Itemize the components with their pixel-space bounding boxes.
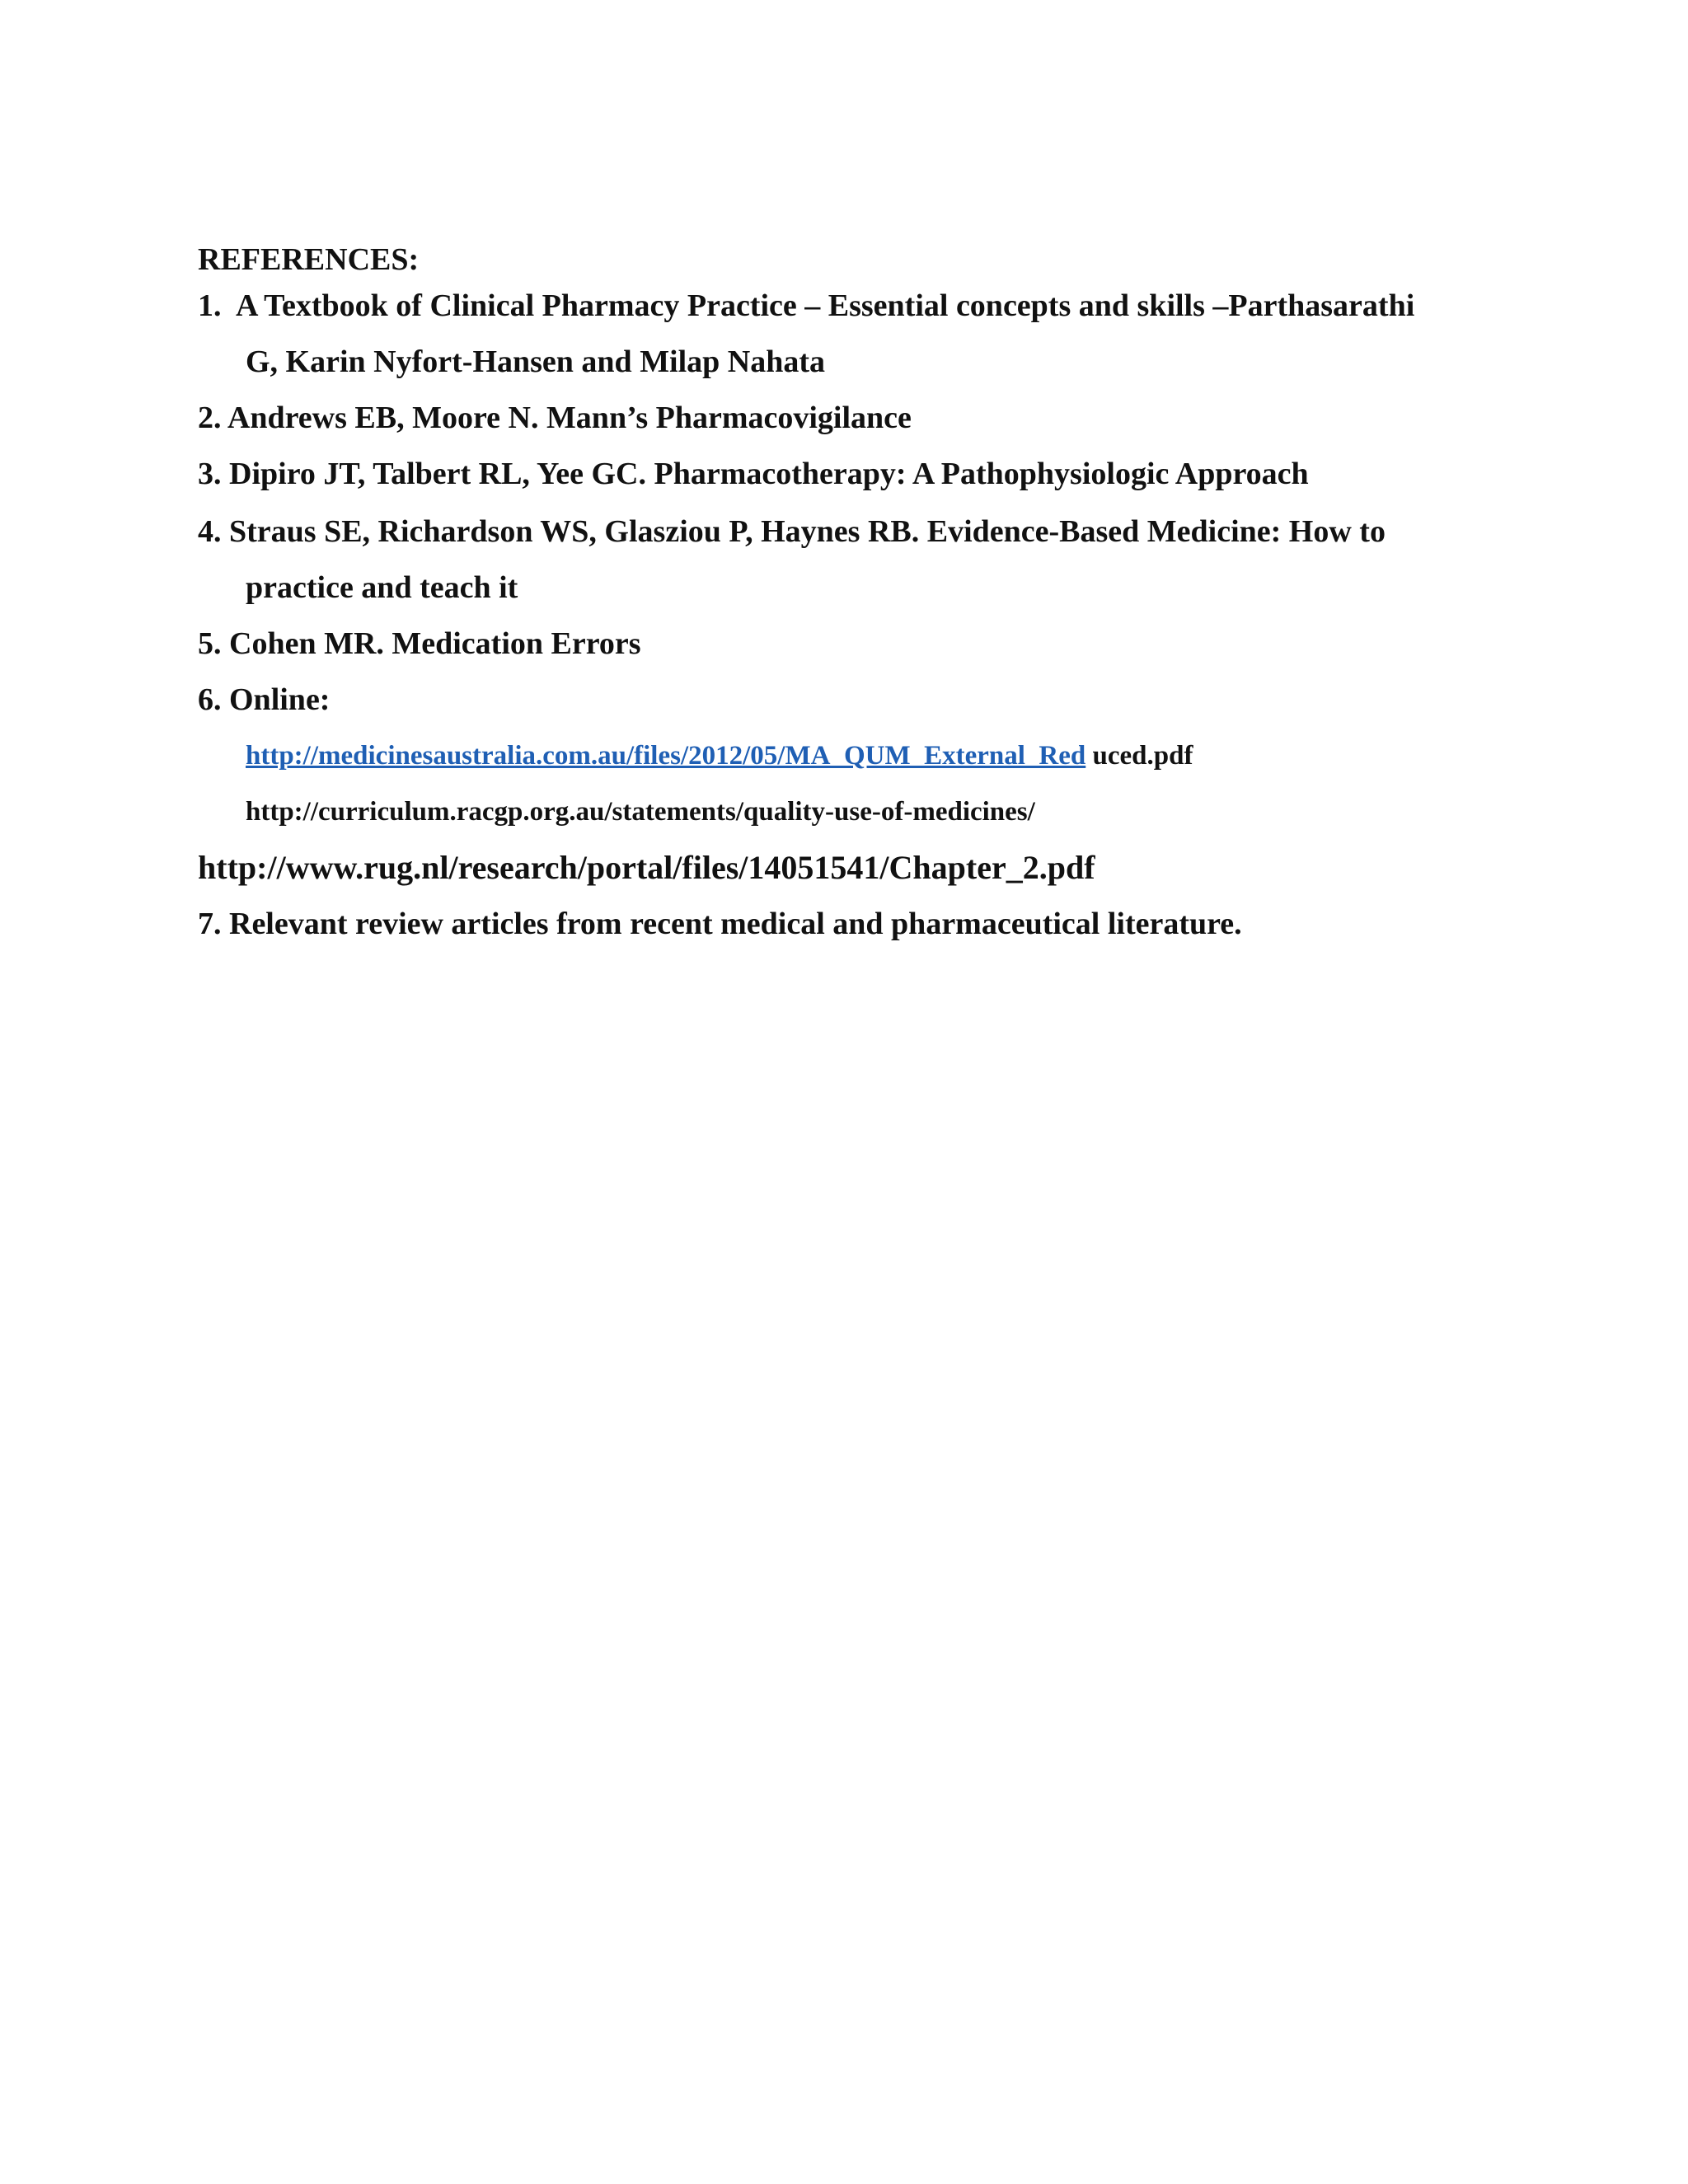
reference-6-number: 6. xyxy=(198,682,222,717)
online-link-1-row xyxy=(246,737,1193,775)
reference-5-number: 5. xyxy=(198,626,222,661)
reference-4-line-1 xyxy=(198,513,1386,551)
reference-4-line-2: practice and teach it xyxy=(246,570,518,605)
online-link-1-rest: uced.pdf xyxy=(1092,741,1193,771)
reference-1-number: 1. xyxy=(198,288,222,323)
reference-5-text: Cohen MR. Medication Errors xyxy=(229,626,641,661)
references-heading: REFERENCES: xyxy=(198,242,420,277)
reference-3-number: 3. xyxy=(198,457,222,491)
reference-5 xyxy=(198,625,641,663)
reference-7-text: Relevant review articles from recent medical and pharmaceutical literature. xyxy=(229,907,1242,941)
reference-3-text: Dipiro JT, Talbert RL, Yee GC. Pharmacotherapy: A Pathophysiologic Approach xyxy=(229,457,1309,491)
reference-6-text: Online: xyxy=(229,682,331,717)
reference-1-text: A Textbook of Clinical Pharmacy Practice – Essential concepts and skills –Parthasarathi xyxy=(236,288,1415,323)
reference-6 xyxy=(198,681,330,719)
reference-1-line-1 xyxy=(198,287,1414,325)
online-link-2: http://curriculum.racgp.org.au/statements/quality-use-of-medicines/ xyxy=(246,797,1035,827)
online-link-3: http://www.rug.nl/research/portal/files/14051541/Chapter_2.pdf xyxy=(198,849,1095,886)
reference-2-text: Andrews EB, Moore N. Mann’s Pharmacovigilance xyxy=(227,401,912,435)
reference-2-number: 2. xyxy=(198,401,222,435)
online-link-1[interactable]: http://medicinesaustralia.com.au/files/2012/05/MA_QUM_External_Red xyxy=(246,741,1086,771)
reference-1-line-2: G, Karin Nyfort-Hansen and Milap Nahata xyxy=(246,344,826,379)
reference-3 xyxy=(198,455,1309,493)
reference-7-number: 7. xyxy=(198,907,222,941)
reference-2 xyxy=(198,399,912,437)
reference-7 xyxy=(198,905,1242,943)
reference-4-text: Straus SE, Richardson WS, Glasziou P, Haynes RB. Evidence-Based Medicine: How to xyxy=(229,514,1386,549)
reference-4-number: 4. xyxy=(198,514,222,549)
